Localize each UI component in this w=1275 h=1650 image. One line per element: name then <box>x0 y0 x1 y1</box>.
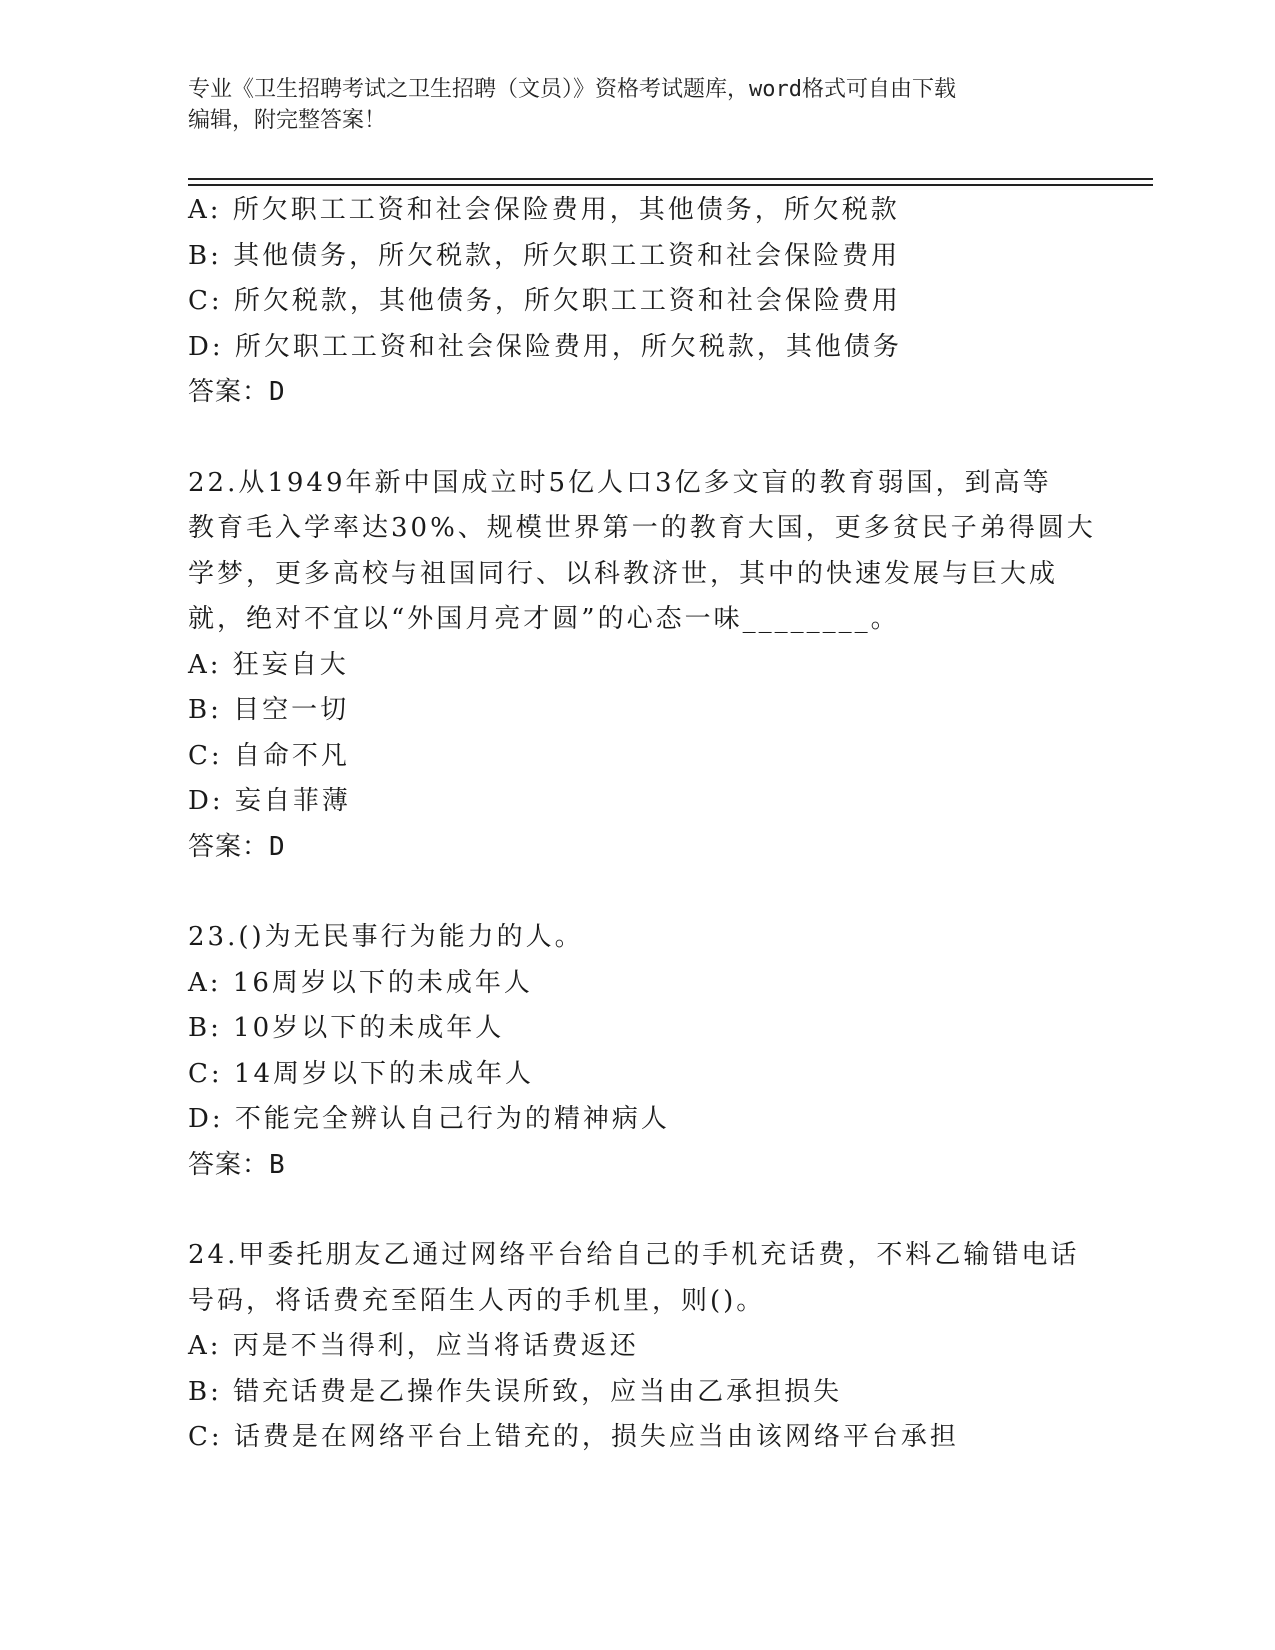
answer-option: B: 10岁以下的未成年人 <box>188 1013 505 1043</box>
question-stem-line: 教育毛入学率达30%、规模世界第一的教育大国，更多贫民子弟得圆大 <box>188 513 1096 543</box>
question-block <box>188 461 1096 871</box>
header-divider-top <box>188 178 1153 180</box>
answer-key: 答案：D <box>188 831 286 862</box>
answer-option: A: 16周岁以下的未成年人 <box>188 967 533 998</box>
answer-key: 答案：D <box>188 377 286 407</box>
answer-option: B: 其他债务，所欠税款，所欠职工工资和社会保险费用 <box>188 240 901 271</box>
question-stem-line: 就，绝对不宜以“外国月亮才圆”的心态一味________。 <box>188 604 900 634</box>
answer-option: B: 错充话费是乙操作失误所致，应当由乙承担损失 <box>188 1376 843 1407</box>
question-stem-line: 号码，将话费充至陌生人丙的手机里，则()。 <box>188 1285 766 1316</box>
answer-option: B: 目空一切 <box>188 695 350 725</box>
question-stem-line: 23.()为无民事行为能力的人。 <box>188 922 584 952</box>
answer-option: C: 自命不凡 <box>188 740 350 771</box>
header-divider-bottom <box>188 184 1153 186</box>
answer-option: C: 14周岁以下的未成年人 <box>188 1058 535 1089</box>
question-stem-line: 学梦，更多高校与祖国同行、以科教济世，其中的快速发展与巨大成 <box>188 558 1059 589</box>
question-block <box>188 188 1088 416</box>
question-block <box>188 915 1088 1188</box>
answer-key: 答案：B <box>188 1149 286 1180</box>
answer-option: C: 所欠税款，其他债务，所欠职工工资和社会保险费用 <box>188 286 901 316</box>
answer-option: C: 话费是在网络平台上错充的，损失应当由该网络平台承担 <box>188 1422 959 1452</box>
document-header <box>188 74 1088 136</box>
answer-option: D: 所欠职工工资和社会保险费用，所欠税款，其他债务 <box>188 331 902 362</box>
answer-option: A: 狂妄自大 <box>188 649 349 680</box>
header-line-1: 专业《卫生招聘考试之卫生招聘（文员）》资格考试题库，word格式可自由下载 <box>188 77 956 102</box>
answer-option: A: 丙是不当得利，应当将话费返还 <box>188 1331 639 1361</box>
question-stem-line: 22.从1949年新中国成立时5亿人口3亿多文盲的教育弱国，到高等 <box>188 467 1052 498</box>
answer-option: A: 所欠职工工资和社会保险费用，其他债务，所欠税款 <box>188 195 900 225</box>
question-block <box>188 1233 1088 1461</box>
answer-option: D: 妄自菲薄 <box>188 786 351 816</box>
question-stem-line: 24.甲委托朋友乙通过网络平台给自己的手机充话费，不料乙输错电话 <box>188 1240 1080 1270</box>
header-line-2: 编辑，附完整答案！ <box>188 108 387 133</box>
question-list <box>188 188 1096 1461</box>
answer-option: D: 不能完全辨认自己行为的精神病人 <box>188 1104 670 1134</box>
